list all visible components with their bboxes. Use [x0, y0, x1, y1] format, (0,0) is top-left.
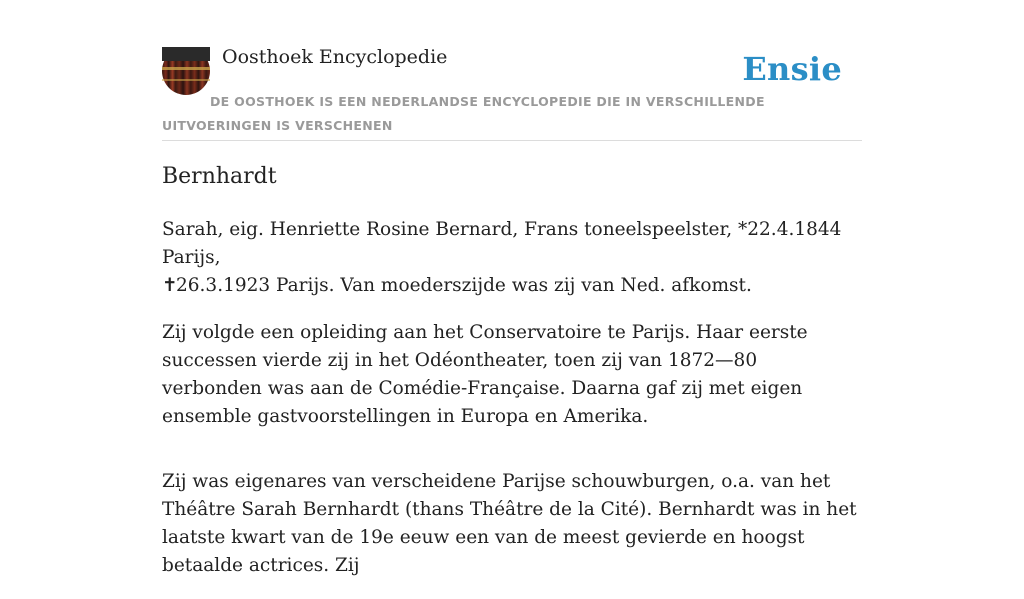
- article-body: [162, 216, 862, 599]
- intro-line-1: Sarah, eig. Henriette Rosine Bernard, Frans toneelspeelster, *22.4.1844 Parijs,: [162, 219, 842, 268]
- avatar-gold-band-lower: [162, 79, 210, 81]
- article-paragraph-2: Zij volgde een opleiding aan het Conservatoire te Parijs. Haar eerste successen vierde zij in het Odéontheater, toen zij van 1872—80 verbonden was aan de Comédie-Française. Daarna gaf zij met eigen ensemble gastvoorstellingen in Europa en Amerika.: [162, 322, 808, 427]
- article-intro: [162, 216, 862, 300]
- avatar-gold-band: [162, 67, 210, 70]
- site-tagline: DE OOSTHOEK IS EEN NEDERLANDSE ENCYCLOPEDIE DIE IN VERSCHILLENDE UITVOERINGEN IS VERSCHENEN: [162, 94, 765, 133]
- article-title: Bernhardt: [162, 164, 277, 189]
- site-header: [162, 0, 862, 141]
- article-paragraph-3: Zij was eigenares van verscheidene Parijse schouwburgen, o.a. van het Théâtre Sarah Bernhardt (thans Théâtre de la Cité). Bernhardt was in het laatste kwart van de 19e eeuw een van de meest gevierde en hoogst betaalde actrices. Zij: [162, 471, 857, 576]
- site-name-link[interactable]: Oosthoek Encyclopedie: [222, 46, 448, 68]
- avatar-shelf-top: [162, 47, 210, 61]
- intro-line-2: 26.3.1923 Parijs. Van moederszijde was zij van Ned. afkomst.: [176, 275, 752, 296]
- ensie-logo[interactable]: Ensie: [742, 50, 842, 88]
- death-cross-icon: ✝: [162, 275, 178, 296]
- encyclopedia-books-avatar[interactable]: [162, 47, 210, 95]
- page-container: [162, 0, 862, 576]
